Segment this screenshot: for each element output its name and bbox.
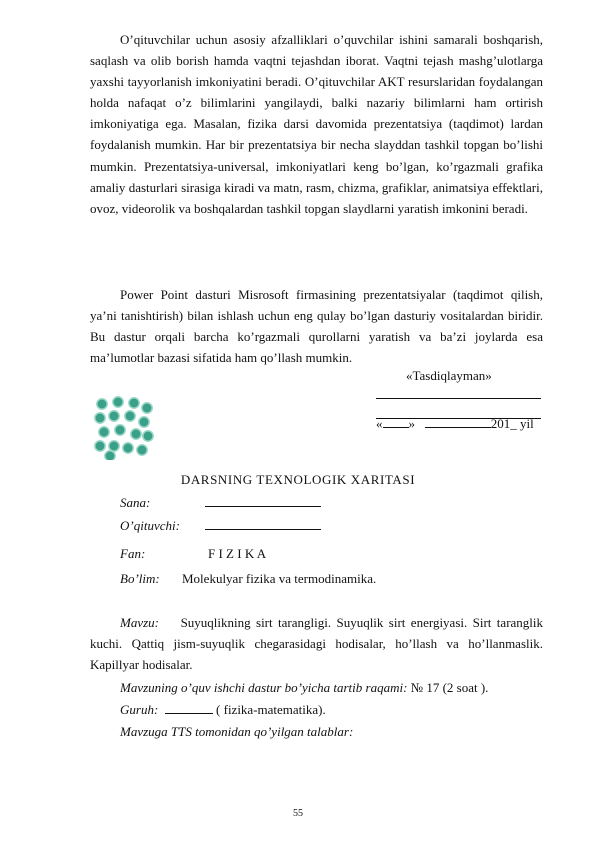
molecule-logo-image (90, 394, 155, 460)
molecule-circle (125, 411, 135, 421)
group-blank (165, 701, 213, 714)
teacher-blank (205, 515, 321, 536)
molecule-circle (131, 429, 141, 439)
molecule-circle (123, 443, 133, 453)
date-close-quote: » (408, 416, 415, 431)
sana-blank (205, 492, 321, 513)
molecule-circle (115, 425, 125, 435)
fan-value: F I Z I K A (208, 546, 267, 561)
month-blank (425, 415, 491, 428)
molecule-circle (95, 413, 105, 423)
molecule-circle (137, 445, 147, 455)
signature-line-1 (376, 398, 541, 399)
molecule-circle (99, 427, 109, 437)
approval-date (376, 415, 534, 432)
group-value: ( fizika-matematika). (216, 702, 326, 717)
lesson-number-row (120, 677, 488, 698)
lesson-number-label: Mavzuning o’quv ishchi dastur bo’yicha tartib raqami: (120, 680, 408, 695)
date-open-quote: « (376, 416, 383, 431)
mavzu-value: Suyuqlikning sirt tarangligi. Suyuqlik sirt energiyasi. Sirt taranglik kuchi. Qattiq jism-suyuqlik chegarasidagi hodisalar, ho’llash va ho’llanmaslik. Kapillyar hodisalar. (90, 615, 544, 673)
bolim-value: Molekulyar fizika va termodinamika. (182, 571, 377, 586)
group-row (120, 699, 326, 720)
bolim-label: Bo’lim: (120, 571, 160, 586)
molecule-cluster-icon (90, 394, 155, 460)
approval-label: «Tasdiqlayman» (406, 368, 492, 383)
teacher-label: O’qituvchi: (120, 518, 180, 533)
molecule-circle (113, 397, 123, 407)
paragraph-powerpoint: Power Point dasturi Misrosoft firmasining prezentatsiyalar (taqdimot qilish, ya’ni tanishtirish) bilan ishlash uchun eng qulay bo’lgan dasturiy vositalardan biridir. Bu dastur orqali barcha ko’rgazmali qurollarni yaratish va ba’zi joylarda esa ma’lumotlar bazasi sifatida ham qo’llash mumkin. (90, 287, 543, 366)
fan-label: Fan: (120, 546, 146, 561)
molecule-circle (139, 417, 149, 427)
molecule-circle (143, 431, 153, 441)
molecule-circle (109, 411, 119, 421)
sana-label: Sana: (120, 495, 151, 510)
mavzu-label: Mavzu: (120, 615, 159, 630)
molecule-circle (129, 398, 139, 408)
requirements-label: Mavzuga TTS tomonidan qo’yilgan talablar: (120, 724, 354, 739)
molecule-circle (109, 441, 119, 451)
document-title: DARSNING TEXNOLOGIK XARITASI (180, 472, 416, 487)
page-number: 55 (293, 808, 303, 819)
year-text: 201_ yil (490, 416, 534, 431)
molecule-circle (97, 399, 107, 409)
molecule-circle (142, 403, 152, 413)
group-label: Guruh: (120, 702, 159, 717)
day-blank (383, 415, 409, 428)
lesson-number-value: № 17 (2 soat ). (410, 680, 489, 695)
mavzu-paragraph (90, 612, 543, 675)
molecule-circle (95, 441, 105, 451)
molecule-circle (105, 451, 115, 460)
paragraph-ict-advantages: O’qituvchilar uchun asosiy afzalliklari o’quvchilar ishini samarali boshqarish, saqlash va olib borish hamda vaqtni tejashdan iborat. Vaqtni tejash mashg’ulotlarga yaxshi tayyorlanish imkoniyatini beradi. O’qituvchilar AKT resurslaridan foydalangan holda nafaqat o’z bilimlarini yangilaydi, balki nazariy bilimlarni ham ortirish imkoniyatiga ega. Masalan, fizika darsi davomida prezentatsiya (taqdimot) lardan foydalanish mumkin. Har bir prezentatsiya bir necha slayddan tashkil topgan bo’lishi mumkin. Prezentatsiya-universal, imkoniyatlari keng bo’lgan, ko’rgazmali grafika amaliy dasturlari sirasiga kiradi va matn, rasm, chizma, grafiklar, animatsiya effektlari, ovoz, videorolik va boshqalardan tashkil topgan slaydlarni yaratish imkonini beradi. (90, 32, 543, 216)
